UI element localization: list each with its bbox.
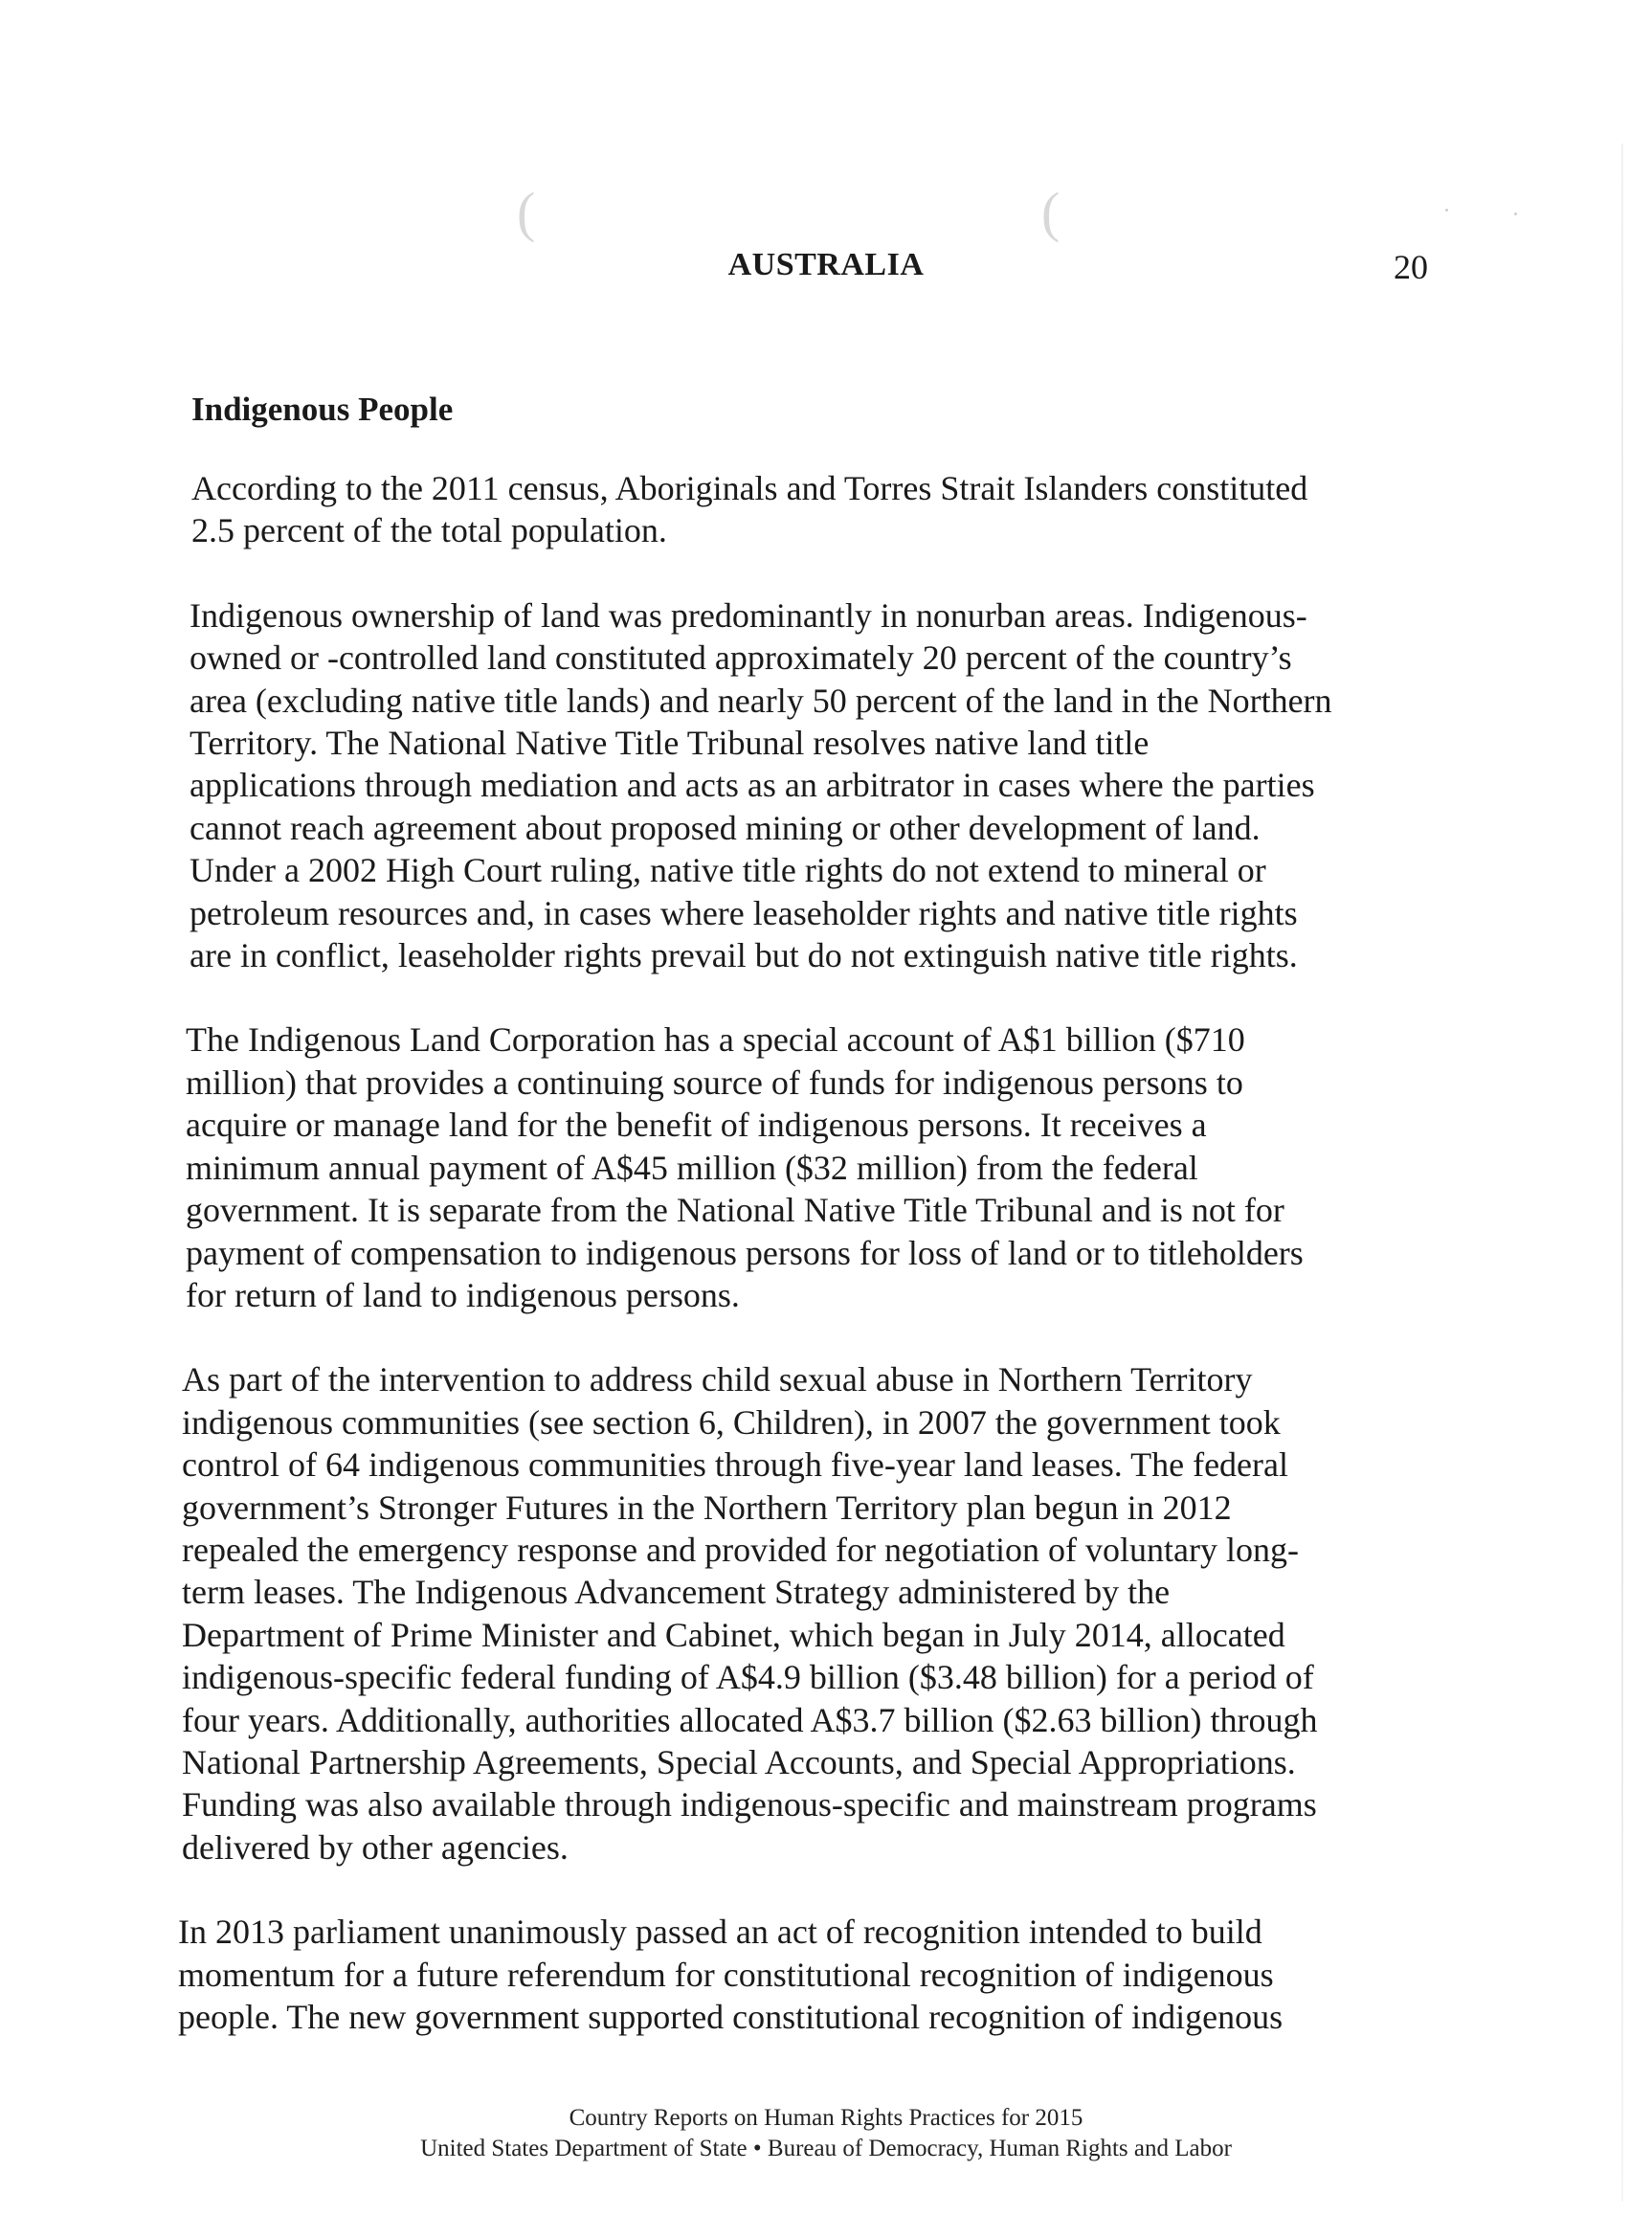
scan-speck bbox=[1445, 209, 1448, 212]
scan-artifact-right: ( bbox=[1041, 181, 1060, 243]
footer-report-title: Country Reports on Human Rights Practices for 2015 bbox=[569, 2105, 1083, 2131]
paragraph-land-ownership bbox=[190, 594, 1445, 977]
page-number: 20 bbox=[1394, 248, 1428, 286]
text-line: Indigenous ownership of land was predominantly in nonurban areas. Indigenous- bbox=[190, 595, 1307, 635]
text-line: government. It is separate from the National Native Title Tribunal and is not for bbox=[186, 1191, 1284, 1230]
text-line: cannot reach agreement about proposed mining or other development of land. bbox=[190, 808, 1261, 847]
text-line: area (excluding native title lands) and nearly 50 percent of the land in the Northern bbox=[190, 681, 1332, 720]
page-header-country: AUSTRALIA bbox=[727, 247, 925, 282]
text-line: Territory. The National Native Title Tribunal resolves native land title bbox=[190, 724, 1150, 763]
text-line: for return of land to indigenous persons. bbox=[186, 1275, 740, 1314]
text-line: four years. Additionally, authorities allocated A$3.7 billion ($2.63 billion) through bbox=[182, 1700, 1318, 1739]
text-line: acquire or manage land for the benefit of indigenous persons. It receives a bbox=[186, 1106, 1207, 1145]
text-line: minimum annual payment of A$45 million ($32 million) from the federal bbox=[186, 1148, 1198, 1187]
text-line: Funding was also available through indigenous-specific and mainstream programs bbox=[182, 1785, 1317, 1824]
text-line: National Partnership Agreements, Special Accounts, and Special Appropriations. bbox=[182, 1742, 1296, 1781]
paragraph-census bbox=[191, 467, 1445, 552]
paragraph-intervention bbox=[182, 1358, 1445, 1869]
text-line: owned or -controlled land constituted approximately 20 percent of the country’s bbox=[190, 638, 1292, 678]
text-line: term leases. The Indigenous Advancement Strategy administered by the bbox=[182, 1573, 1171, 1612]
section-heading: Indigenous People bbox=[191, 391, 454, 428]
text-line: Under a 2002 High Court ruling, native title rights do not extend to mineral or bbox=[190, 851, 1266, 890]
text-line: are in conflict, leaseholder rights prevail but do not extinguish native title rights. bbox=[190, 936, 1298, 975]
text-line: delivered by other agencies. bbox=[182, 1827, 569, 1867]
page-footer bbox=[0, 2103, 1652, 2164]
text-line: indigenous communities (see section 6, Children), in 2007 the government took bbox=[182, 1402, 1281, 1442]
text-line: 2.5 percent of the total population. bbox=[191, 511, 667, 550]
text-line: people. The new government supported constitutional recognition of indigenous bbox=[178, 1998, 1284, 2036]
text-line: million) that provides a continuing source of funds for indigenous persons to bbox=[186, 1063, 1243, 1102]
text-line: Department of Prime Minister and Cabinet, which began in July 2014, allocated bbox=[182, 1615, 1285, 1654]
text-line: In 2013 parliament unanimously passed an act of recognition intended to build bbox=[178, 1913, 1262, 1952]
text-line: The Indigenous Land Corporation has a special account of A$1 billion ($710 bbox=[186, 1020, 1245, 1060]
paragraph-land-corporation bbox=[186, 1018, 1445, 1316]
text-line: payment of compensation to indigenous persons for loss of land or to titleholders bbox=[186, 1233, 1304, 1272]
text-line: momentum for a future referendum for constitutional recognition of indigenous bbox=[178, 1955, 1274, 1994]
text-line: indigenous-specific federal funding of A$4.9 billion ($3.48 billion) for a period of bbox=[182, 1658, 1314, 1697]
scan-speck bbox=[1514, 213, 1517, 215]
document-body bbox=[178, 387, 1445, 2080]
text-line: control of 64 indigenous communities through five-year land leases. The federal bbox=[182, 1445, 1288, 1485]
text-line: As part of the intervention to address child sexual abuse in Northern Territory bbox=[182, 1360, 1253, 1399]
footer-department: United States Department of State • Bureau of Democracy, Human Rights and Labor bbox=[420, 2136, 1232, 2161]
text-line: repealed the emergency response and provided for negotiation of voluntary long- bbox=[182, 1530, 1299, 1569]
scan-edge-shadow bbox=[1621, 144, 1623, 2202]
text-line: government’s Stronger Futures in the Northern Territory plan begun in 2012 bbox=[182, 1488, 1232, 1527]
text-line: applications through mediation and acts as an arbitrator in cases where the parties bbox=[190, 766, 1315, 805]
text-line: According to the 2011 census, Aboriginals and Torres Strait Islanders constituted bbox=[191, 469, 1308, 507]
text-line: petroleum resources and, in cases where leaseholder rights and native title rights bbox=[190, 893, 1298, 932]
paragraph-recognition bbox=[178, 1911, 1445, 2038]
scan-artifact-left: ( bbox=[517, 181, 536, 243]
